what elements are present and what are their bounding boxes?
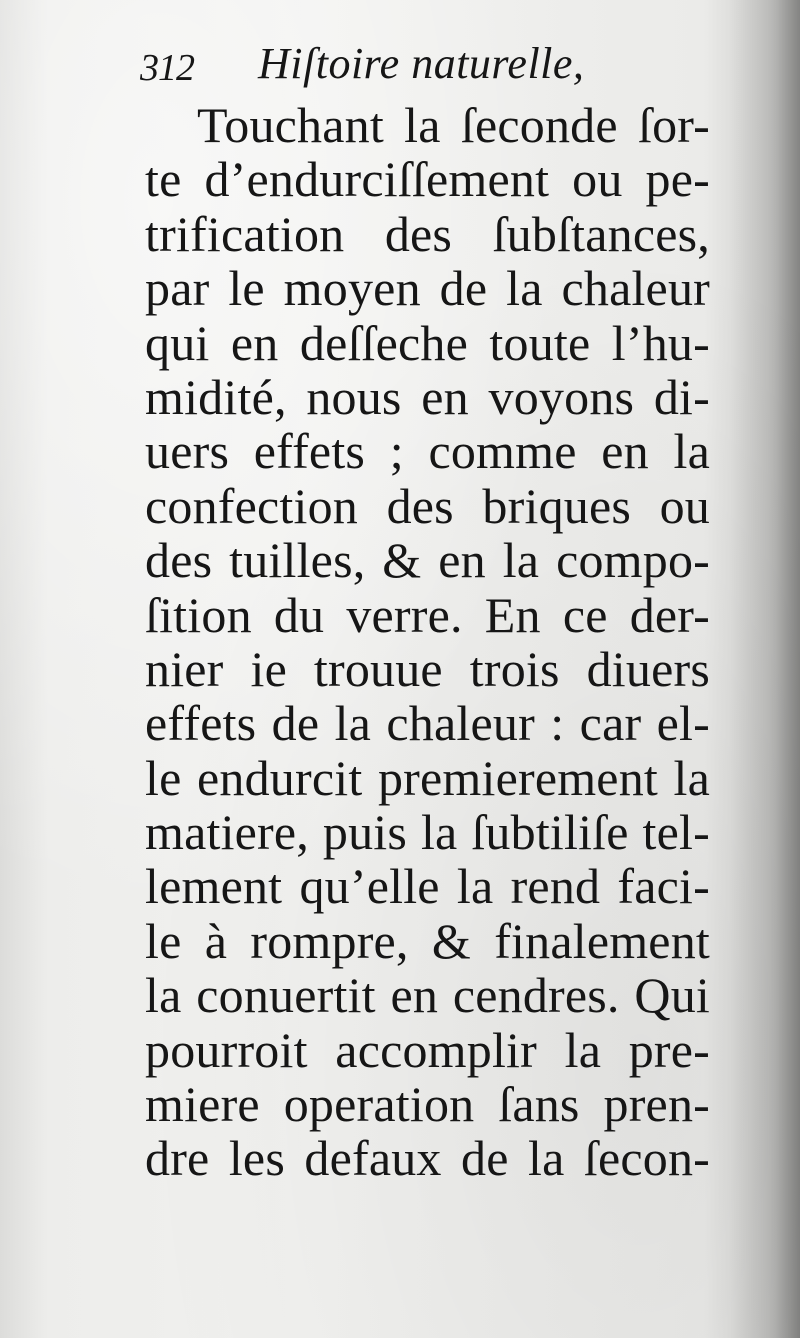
text-line: la conuertit en cendres. Qui bbox=[145, 967, 710, 1024]
text-line: le à rompre, & finalement bbox=[145, 912, 710, 969]
text-line: nier ie trouue trois diuers bbox=[145, 640, 710, 697]
text-line: lement qu’elle la rend faci- bbox=[145, 858, 710, 915]
text-line: trification des ſubſtances, bbox=[145, 205, 710, 262]
text-line: matiere, puis la ſubtiliſe tel- bbox=[145, 804, 710, 861]
page-number: 312 bbox=[140, 47, 194, 89]
text-line: par le moyen de la chaleur bbox=[145, 260, 710, 317]
text-line: le endurcit premierement la bbox=[145, 749, 710, 806]
text-line: pourroit accomplir la pre- bbox=[145, 1021, 710, 1078]
text-line: qui en deſſeche toute l’hu- bbox=[145, 314, 710, 371]
text-line: miere operation ſans pren- bbox=[145, 1076, 710, 1133]
text-line: uers effets ; comme en la bbox=[145, 423, 710, 480]
text-line: des tuilles, & en la compo- bbox=[145, 532, 710, 589]
text-line: midité, nous en voyons di- bbox=[145, 368, 710, 425]
text-line: te d’endurciſſement ou pe- bbox=[145, 151, 710, 208]
running-title: Hiſtoire naturelle, bbox=[258, 39, 585, 88]
text-line: Touchant la ſeconde ſor- bbox=[197, 97, 710, 153]
text-line: dre les defaux de la ſecon- bbox=[145, 1130, 710, 1187]
page-header bbox=[140, 38, 640, 98]
text-line: confection des briques ou bbox=[145, 477, 710, 534]
page-gutter-shadow bbox=[730, 0, 800, 1338]
text-line: effets de la chaleur : car el- bbox=[145, 695, 710, 752]
body-text bbox=[145, 98, 710, 1186]
text-line: ſition du verre. En ce der- bbox=[145, 586, 710, 643]
